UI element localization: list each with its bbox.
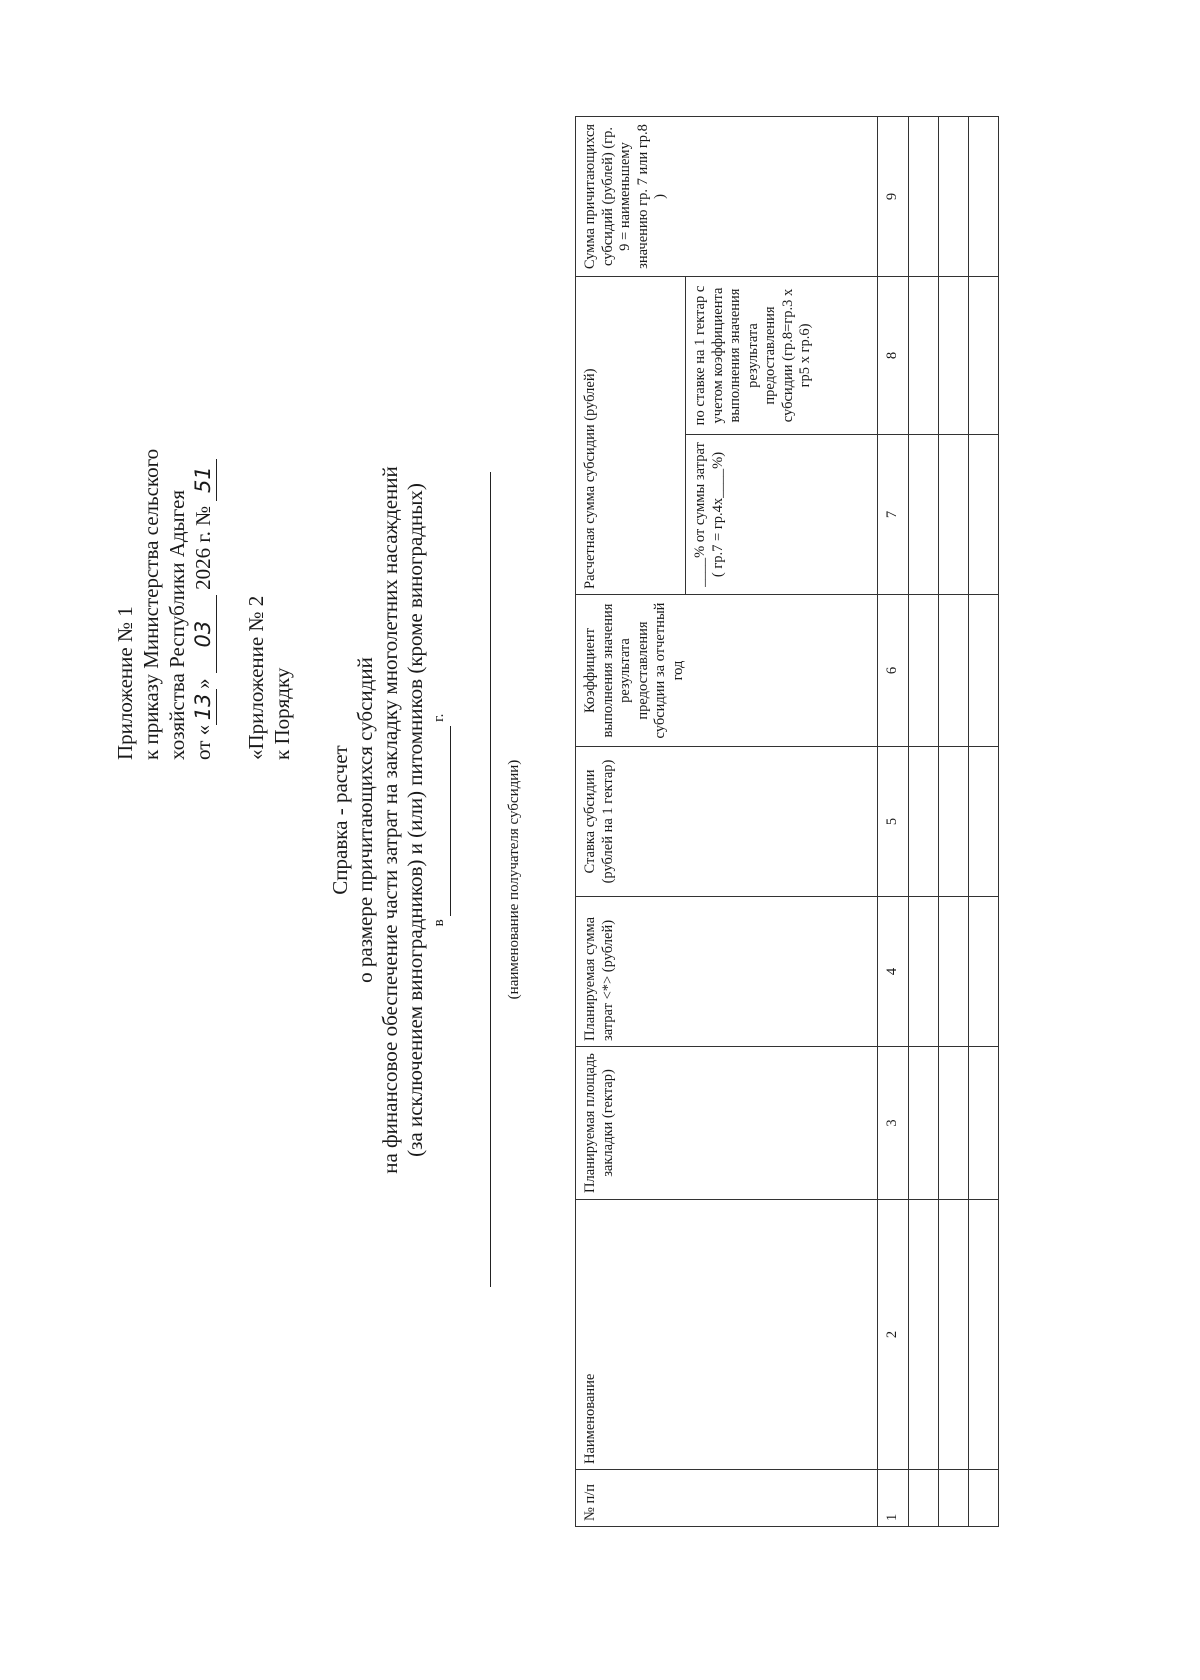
table-cell [939, 1200, 969, 1470]
table-cell [909, 1200, 939, 1470]
table-cell [909, 435, 939, 595]
table-row [939, 116, 969, 1526]
annex-line3: хозяйства Республики Адыгея [165, 490, 189, 760]
header-cell-number: № п/п [576, 1470, 878, 1527]
column-number: 5 [878, 747, 909, 897]
table-cell [939, 435, 969, 595]
annex-ref-line2: к Порядку [270, 667, 294, 760]
table-cell [969, 595, 999, 747]
title-line4: (за исключением виноградников) и (или) питомников (кроме виноградных) [403, 483, 427, 1157]
recipient-line [490, 472, 491, 1287]
table-cell [969, 116, 999, 276]
table-cell [969, 276, 999, 434]
annex-block [112, 290, 295, 760]
header-cell-per-hectare: по ставке на 1 гектар с учетом коэффициента выполнения значения результата предоставления субсидии (гр.8=гр.3 х гр5 х гр.6) [686, 276, 878, 434]
table-cell [939, 1047, 969, 1200]
table-cell [909, 897, 939, 1047]
column-number: 7 [878, 435, 909, 595]
table-cell [909, 276, 939, 434]
column-number: 3 [878, 1047, 909, 1200]
header-cell-percent: ____% от суммы затрат ( гр.7 = гр.4х____%) [686, 435, 878, 595]
table-row [909, 116, 939, 1526]
title-line3: на финансовое обеспечение части затрат на закладку многолетних насаждений [378, 466, 402, 1174]
title-line1: Справка - расчет [328, 745, 352, 895]
annex-title: Приложение № 1 [113, 606, 137, 760]
table-cell [939, 747, 969, 897]
table-cell [969, 897, 999, 1047]
subsidy-table [575, 116, 999, 1527]
table-cell [969, 747, 999, 897]
table-cell [969, 1200, 999, 1470]
title-line2: о размере причитающихся субсидий [353, 657, 377, 983]
column-number: 1 [878, 1470, 909, 1527]
table-cell [939, 116, 969, 276]
recipient-caption: (наименование получателя субсидии) [506, 759, 522, 1000]
table-row [969, 116, 999, 1526]
annex-number: 51 [190, 459, 217, 501]
header-cell-area: Планируемая площадь закладки (гектар) [576, 1047, 878, 1200]
column-numbers-row [878, 116, 909, 1526]
annex-day: 13 [190, 689, 217, 725]
column-number: 6 [878, 595, 909, 747]
empty-rows [909, 116, 999, 1526]
table-cell [909, 747, 939, 897]
header-row [576, 116, 686, 1526]
table-cell [969, 435, 999, 595]
table-cell [939, 897, 969, 1047]
column-number: 4 [878, 897, 909, 1047]
column-number: 8 [878, 276, 909, 434]
table-cell [939, 595, 969, 747]
column-number: 9 [878, 116, 909, 276]
table-cell [969, 1470, 999, 1527]
period-line: в г. [428, 310, 451, 1330]
annex-date-line: от «13» 03 2026 г. № 51 [190, 290, 217, 760]
table-cell [909, 595, 939, 747]
table-cell [909, 116, 939, 276]
table-cell [909, 1047, 939, 1200]
header-cell-total: Сумма причитающихся субсидий (рублей) (гр. 9 = наименьшему значению гр. 7 или гр.8 ) [576, 116, 878, 276]
column-number: 2 [878, 1200, 909, 1470]
header-cell-rate: Ставка субсидии (рублей на 1 гектар) [576, 747, 878, 897]
table-cell [909, 1470, 939, 1527]
document-title [328, 310, 451, 1330]
header-cell-estimated-subsidy: Расчетная сумма субсидии (рублей) [576, 276, 686, 594]
table-cell [939, 276, 969, 434]
header-cell-coefficient: Коэффициент выполнения значения результата предоставления субсидии за отчетный год [576, 595, 878, 747]
header-cell-name: Наименование [576, 1200, 878, 1470]
table-cell [939, 1470, 969, 1527]
header-cell-costs: Планируемая сумма затрат <*> (рублей) [576, 897, 878, 1047]
annex-line2: к приказу Министерства сельского [139, 448, 163, 760]
table-cell [969, 1047, 999, 1200]
annex-ref-line1: «Приложение № 2 [244, 595, 268, 760]
annex-month: 03 [190, 595, 217, 673]
